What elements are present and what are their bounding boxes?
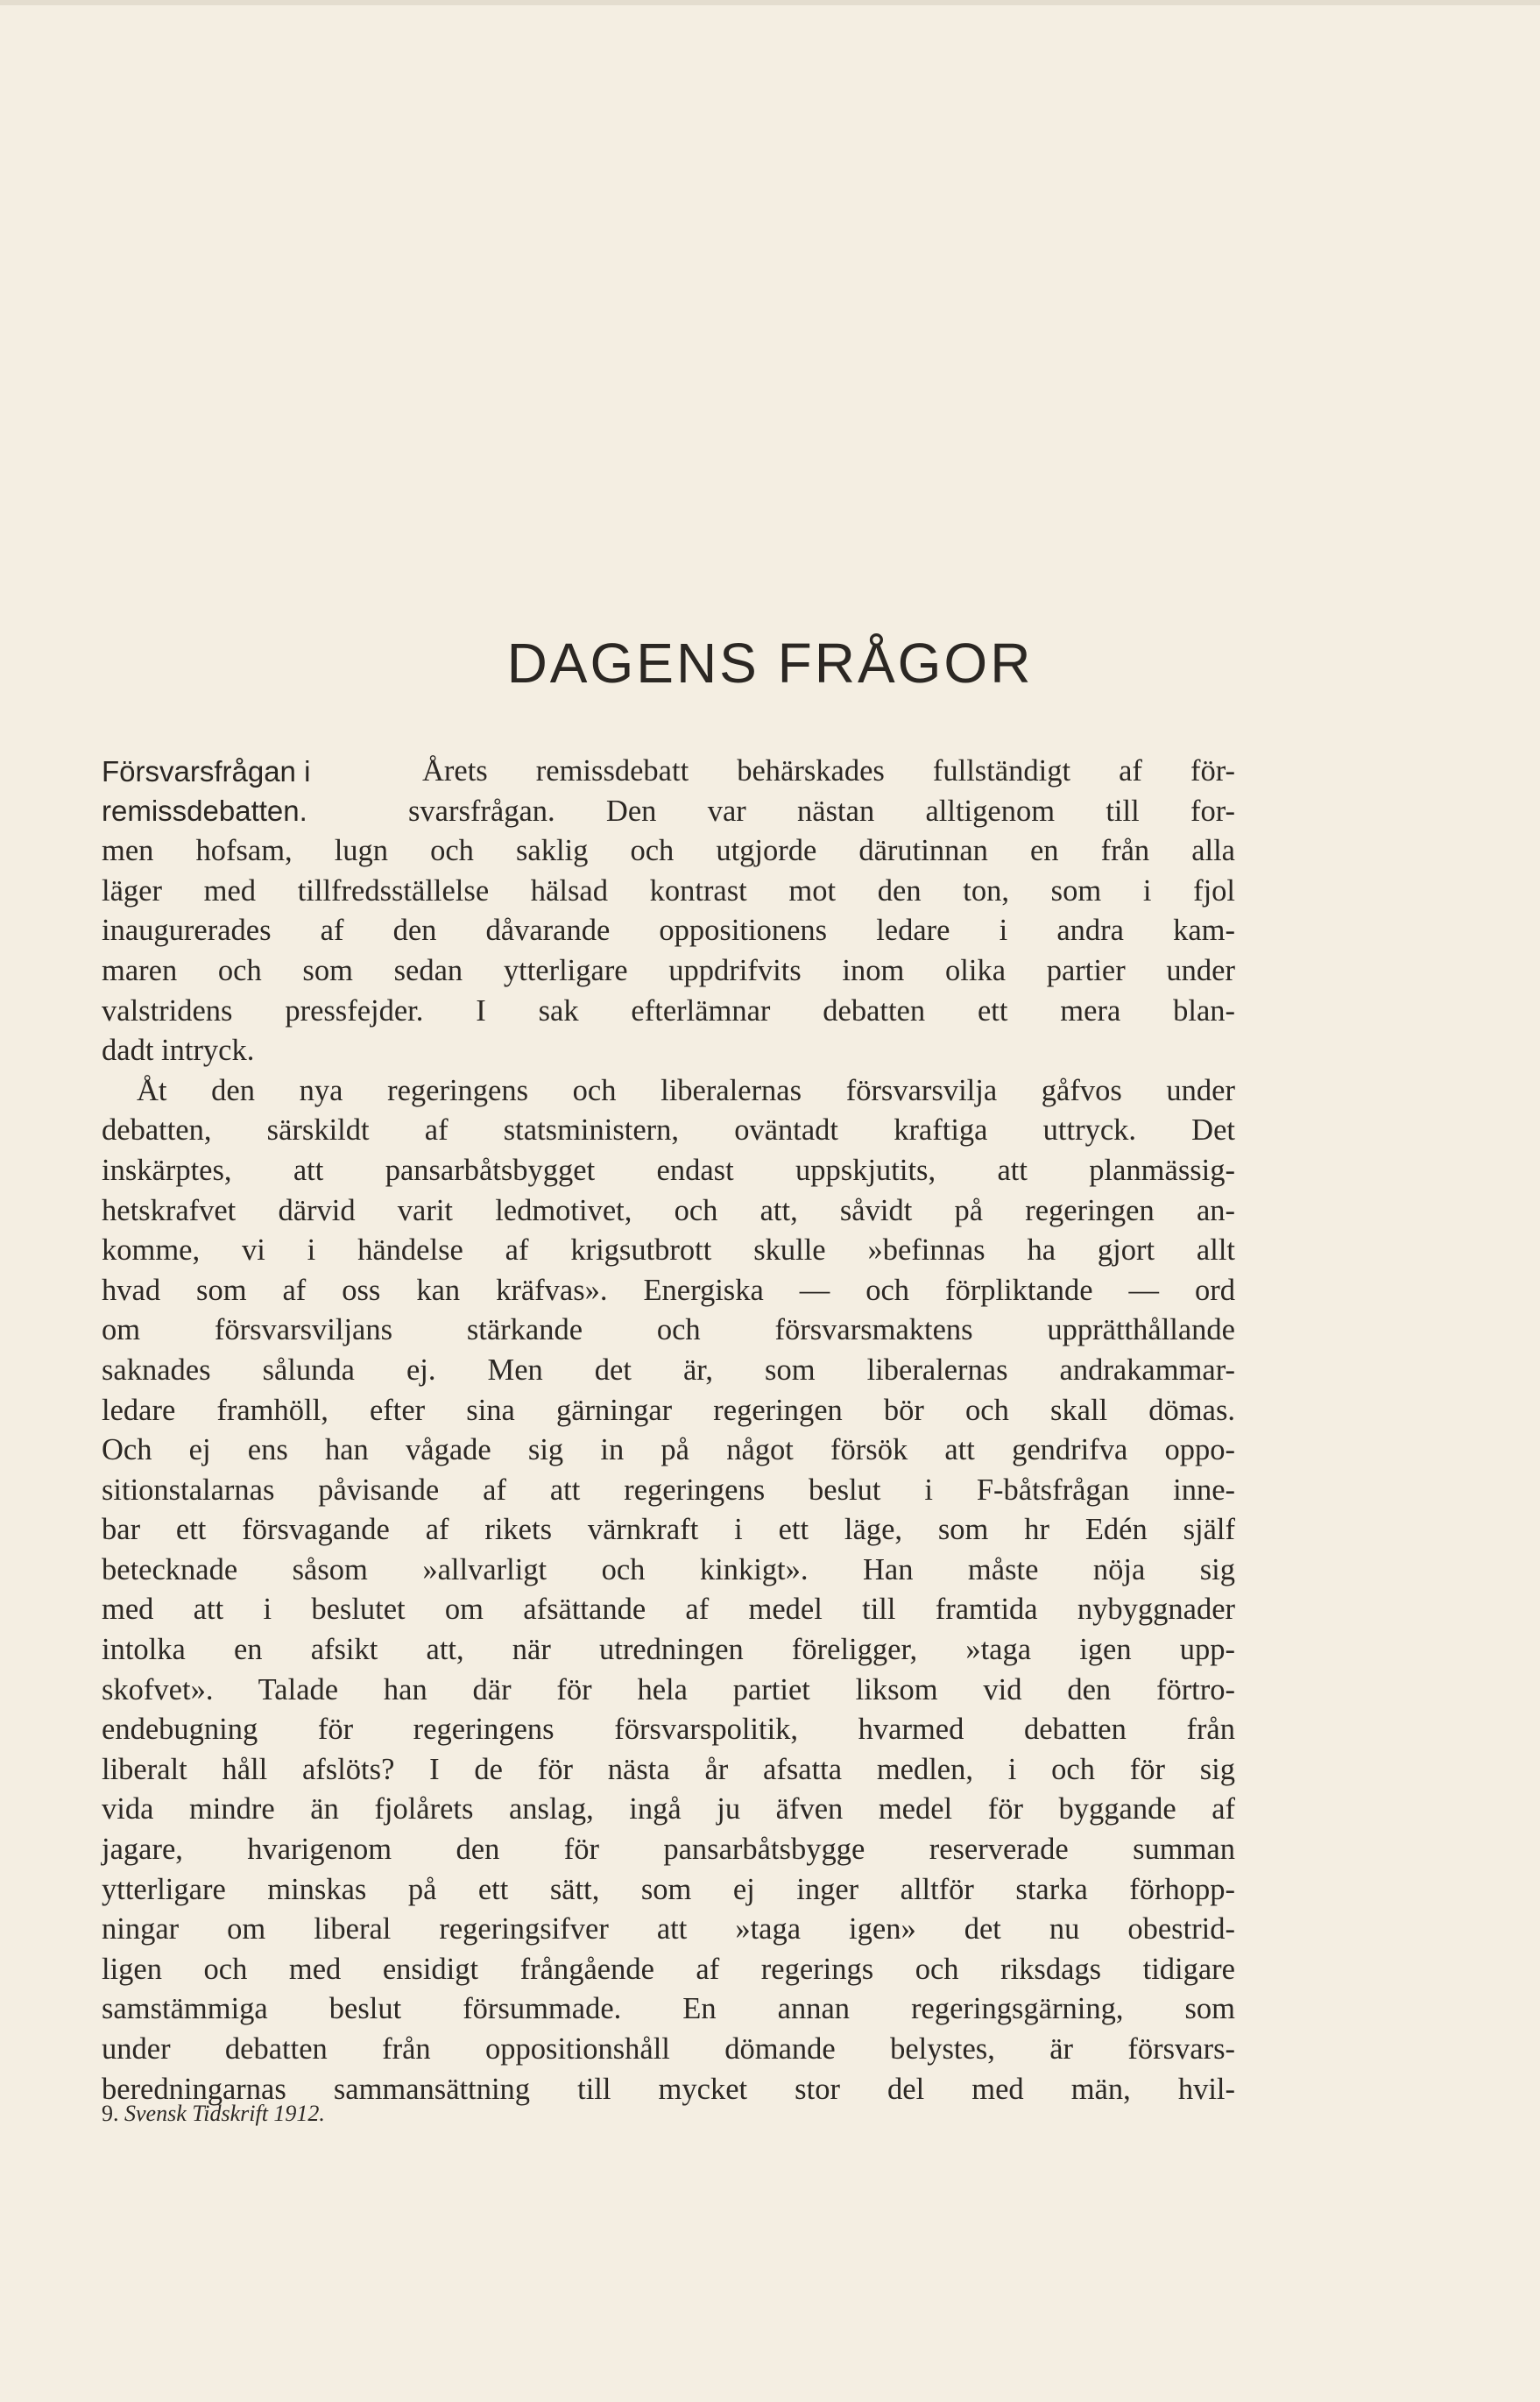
text-line: inaugurerades af den dåvarande oppositionens ledare i andra kam- (102, 914, 1235, 948)
text-line: ningar om liberal regeringsifver att »taga igen» det nu obestrid- (102, 1912, 1235, 1946)
text-line: bar ett försvagande af rikets värnkraft i ett läge, som hr Edén själf (102, 1513, 1235, 1547)
page-number: 9. (102, 2101, 119, 2126)
text-line: valstridens pressfejder. I sak efterlämnar debatten ett mera blan- (102, 993, 1235, 1028)
text-line: om försvarsviljans stärkande och försvarsmaktens upprätthållande (102, 1313, 1235, 1347)
text-line: ligen och med ensidigt frångående af regerings och riksdags tidigare (102, 1952, 1235, 1986)
text-line: läger med tillfredsställelse hälsad kontrast mot den ton, som i fjol (102, 873, 1235, 908)
text-line: hvad som af oss kan kräfvas». Energiska — och förpliktande — ord (102, 1273, 1235, 1307)
text-line: beredningarnas sammansättning till mycket stor del med män, hvil- (102, 2072, 1235, 2106)
text-line: vida mindre än fjolårets anslag, ingå ju äfven medel för byggande af (102, 1792, 1235, 1826)
marginal-heading-line-1: Försvarsfrågan i (102, 755, 311, 788)
text-line: samstämmiga beslut försummade. En annan regeringsgärning, som (102, 1992, 1235, 2026)
text-line: sitionstalarnas påvisande af att regeringens beslut i F-båtsfrågan inne- (102, 1473, 1235, 1507)
text-line: Och ej ens han vågade sig in på något försök att gendrifva oppo- (102, 1433, 1235, 1467)
text-line: liberalt håll afslöts? I de för nästa år afsatta medlen, i och för sig (102, 1752, 1235, 1786)
journal-citation: Svensk Tidskrift 1912. (124, 2101, 325, 2126)
text-line: dadt intryck. (102, 1034, 255, 1068)
text-line: saknades sålunda ej. Men det är, som liberalernas andrakammar- (102, 1353, 1235, 1387)
text-line: inskärptes, att pansarbåtsbygget endast uppskjutits, att planmässig- (102, 1153, 1235, 1187)
text-line: maren och som sedan ytterligare uppdrifvits inom olika partier under (102, 953, 1235, 987)
text-line: Årets remissdebatt behärskades fullständigt af för- (422, 754, 1235, 788)
page-title: DAGENS FRÅGOR (506, 632, 1034, 695)
text-line: debatten, särskildt af statsministern, oväntadt kraftiga uttryck. Det (102, 1113, 1235, 1148)
text-line: endebugning för regeringens försvarspolitik, hvarmed debatten från (102, 1713, 1235, 1747)
text-line: komme, vi i händelse af krigsutbrott skulle »befinnas ha gjort allt (102, 1233, 1235, 1268)
text-line: hetskrafvet därvid varit ledmotivet, och att, såvidt på regeringen an- (102, 1193, 1235, 1227)
text-line: under debatten från oppositionshåll dömande belystes, är försvars- (102, 2032, 1235, 2066)
scan-edge (0, 0, 1540, 5)
page-footer (102, 2101, 325, 2127)
text-line: betecknade såsom »allvarligt och kinkigt». Han måste nöja sig (102, 1552, 1235, 1586)
text-line: jagare, hvarigenom den för pansarbåtsbygge reserverade summan (102, 1833, 1235, 1867)
text-line: svarsfrågan. Den var nästan alltigenom till for- (408, 794, 1235, 828)
text-line: men hofsam, lugn och saklig och utgjorde därutinnan en från alla (102, 834, 1235, 868)
text-line: ytterligare minskas på ett sätt, som ej inger alltför starka förhopp- (102, 1872, 1235, 1906)
text-line: intolka en afsikt att, när utredningen föreligger, »taga igen upp- (102, 1633, 1235, 1667)
article-body (102, 752, 1235, 2109)
text-line: ledare framhöll, efter sina gärningar regeringen bör och skall dömas. (102, 1393, 1235, 1427)
text-line: med att i beslutet om afsättande af medel till framtida nybyggnader (102, 1593, 1235, 1627)
text-line: Åt den nya regeringens och liberalernas försvarsvilja gåfvos under (137, 1073, 1235, 1107)
text-line: skofvet». Talade han där för hela partiet liksom vid den förtro- (102, 1672, 1235, 1706)
marginal-heading-line-2: remissdebatten. (102, 795, 307, 827)
